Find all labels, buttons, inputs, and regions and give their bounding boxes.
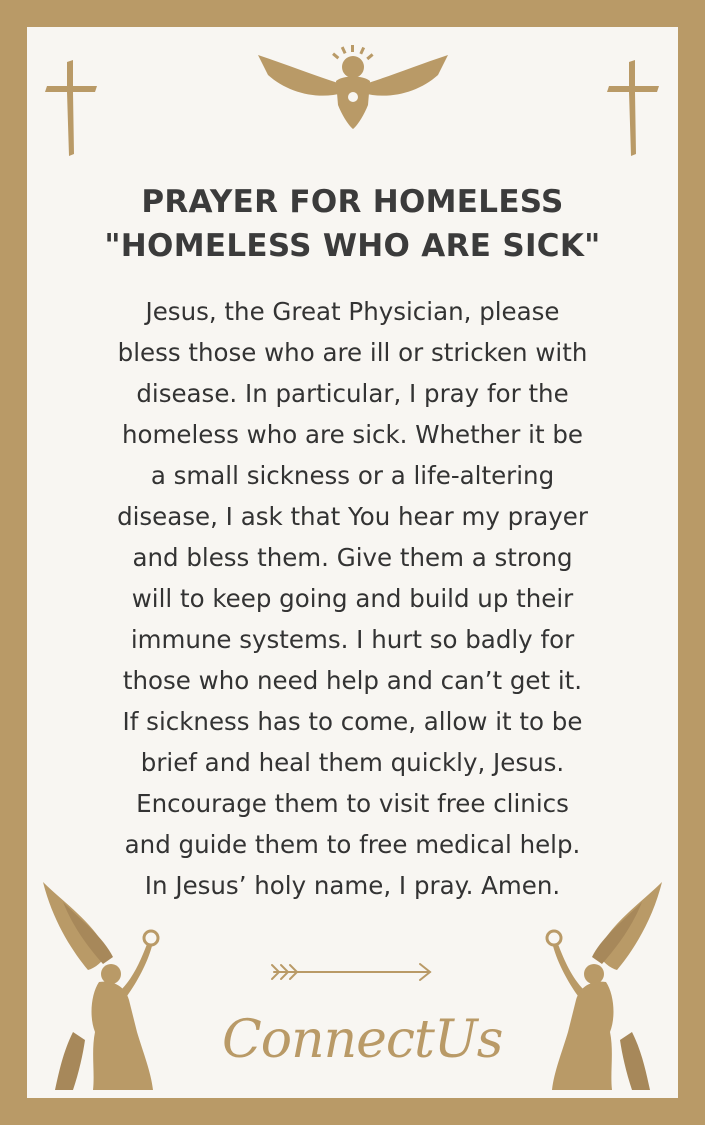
arrow-icon [270, 959, 436, 985]
cross-icon [45, 60, 97, 156]
prayer-line: and bless them. Give them a strong [132, 543, 573, 572]
brand-logo: ConnectUs [222, 1010, 503, 1070]
prayer-line: will to keep going and build up their [131, 584, 574, 613]
prayer-text [47, 291, 658, 906]
prayer-line: immune systems. I hurt so badly for [130, 625, 575, 654]
prayer-line: In Jesus’ holy name, I pray. Amen. [144, 871, 561, 900]
angel-icon [33, 882, 163, 1092]
prayer-line: disease. In particular, I pray for the [136, 379, 569, 408]
page-title [27, 180, 678, 268]
prayer-line: those who need help and can’t get it. [122, 666, 583, 695]
prayer-line: brief and heal them quickly, Jesus. [140, 748, 565, 777]
prayer-line: disease, I ask that You hear my prayer [117, 502, 588, 531]
prayer-line: a small sickness or a life-altering [150, 461, 555, 490]
angel-icon [542, 882, 672, 1092]
dove-icon [258, 45, 448, 129]
prayer-line: bless those who are ill or stricken with [117, 338, 588, 367]
prayer-line: homeless who are sick. Whether it be [122, 420, 583, 449]
prayer-card [27, 27, 678, 1098]
prayer-line: and guide them to free medical help. [124, 830, 581, 859]
title-line-2: "HOMELESS WHO ARE SICK" [104, 228, 601, 264]
prayer-line: Encourage them to visit free clinics [136, 789, 569, 818]
prayer-line: If sickness has to come, allow it to be [122, 707, 583, 736]
title-line-1: PRAYER FOR HOMELESS [141, 184, 564, 220]
cross-icon [607, 60, 659, 156]
prayer-line: Jesus, the Great Physician, please [145, 297, 560, 326]
